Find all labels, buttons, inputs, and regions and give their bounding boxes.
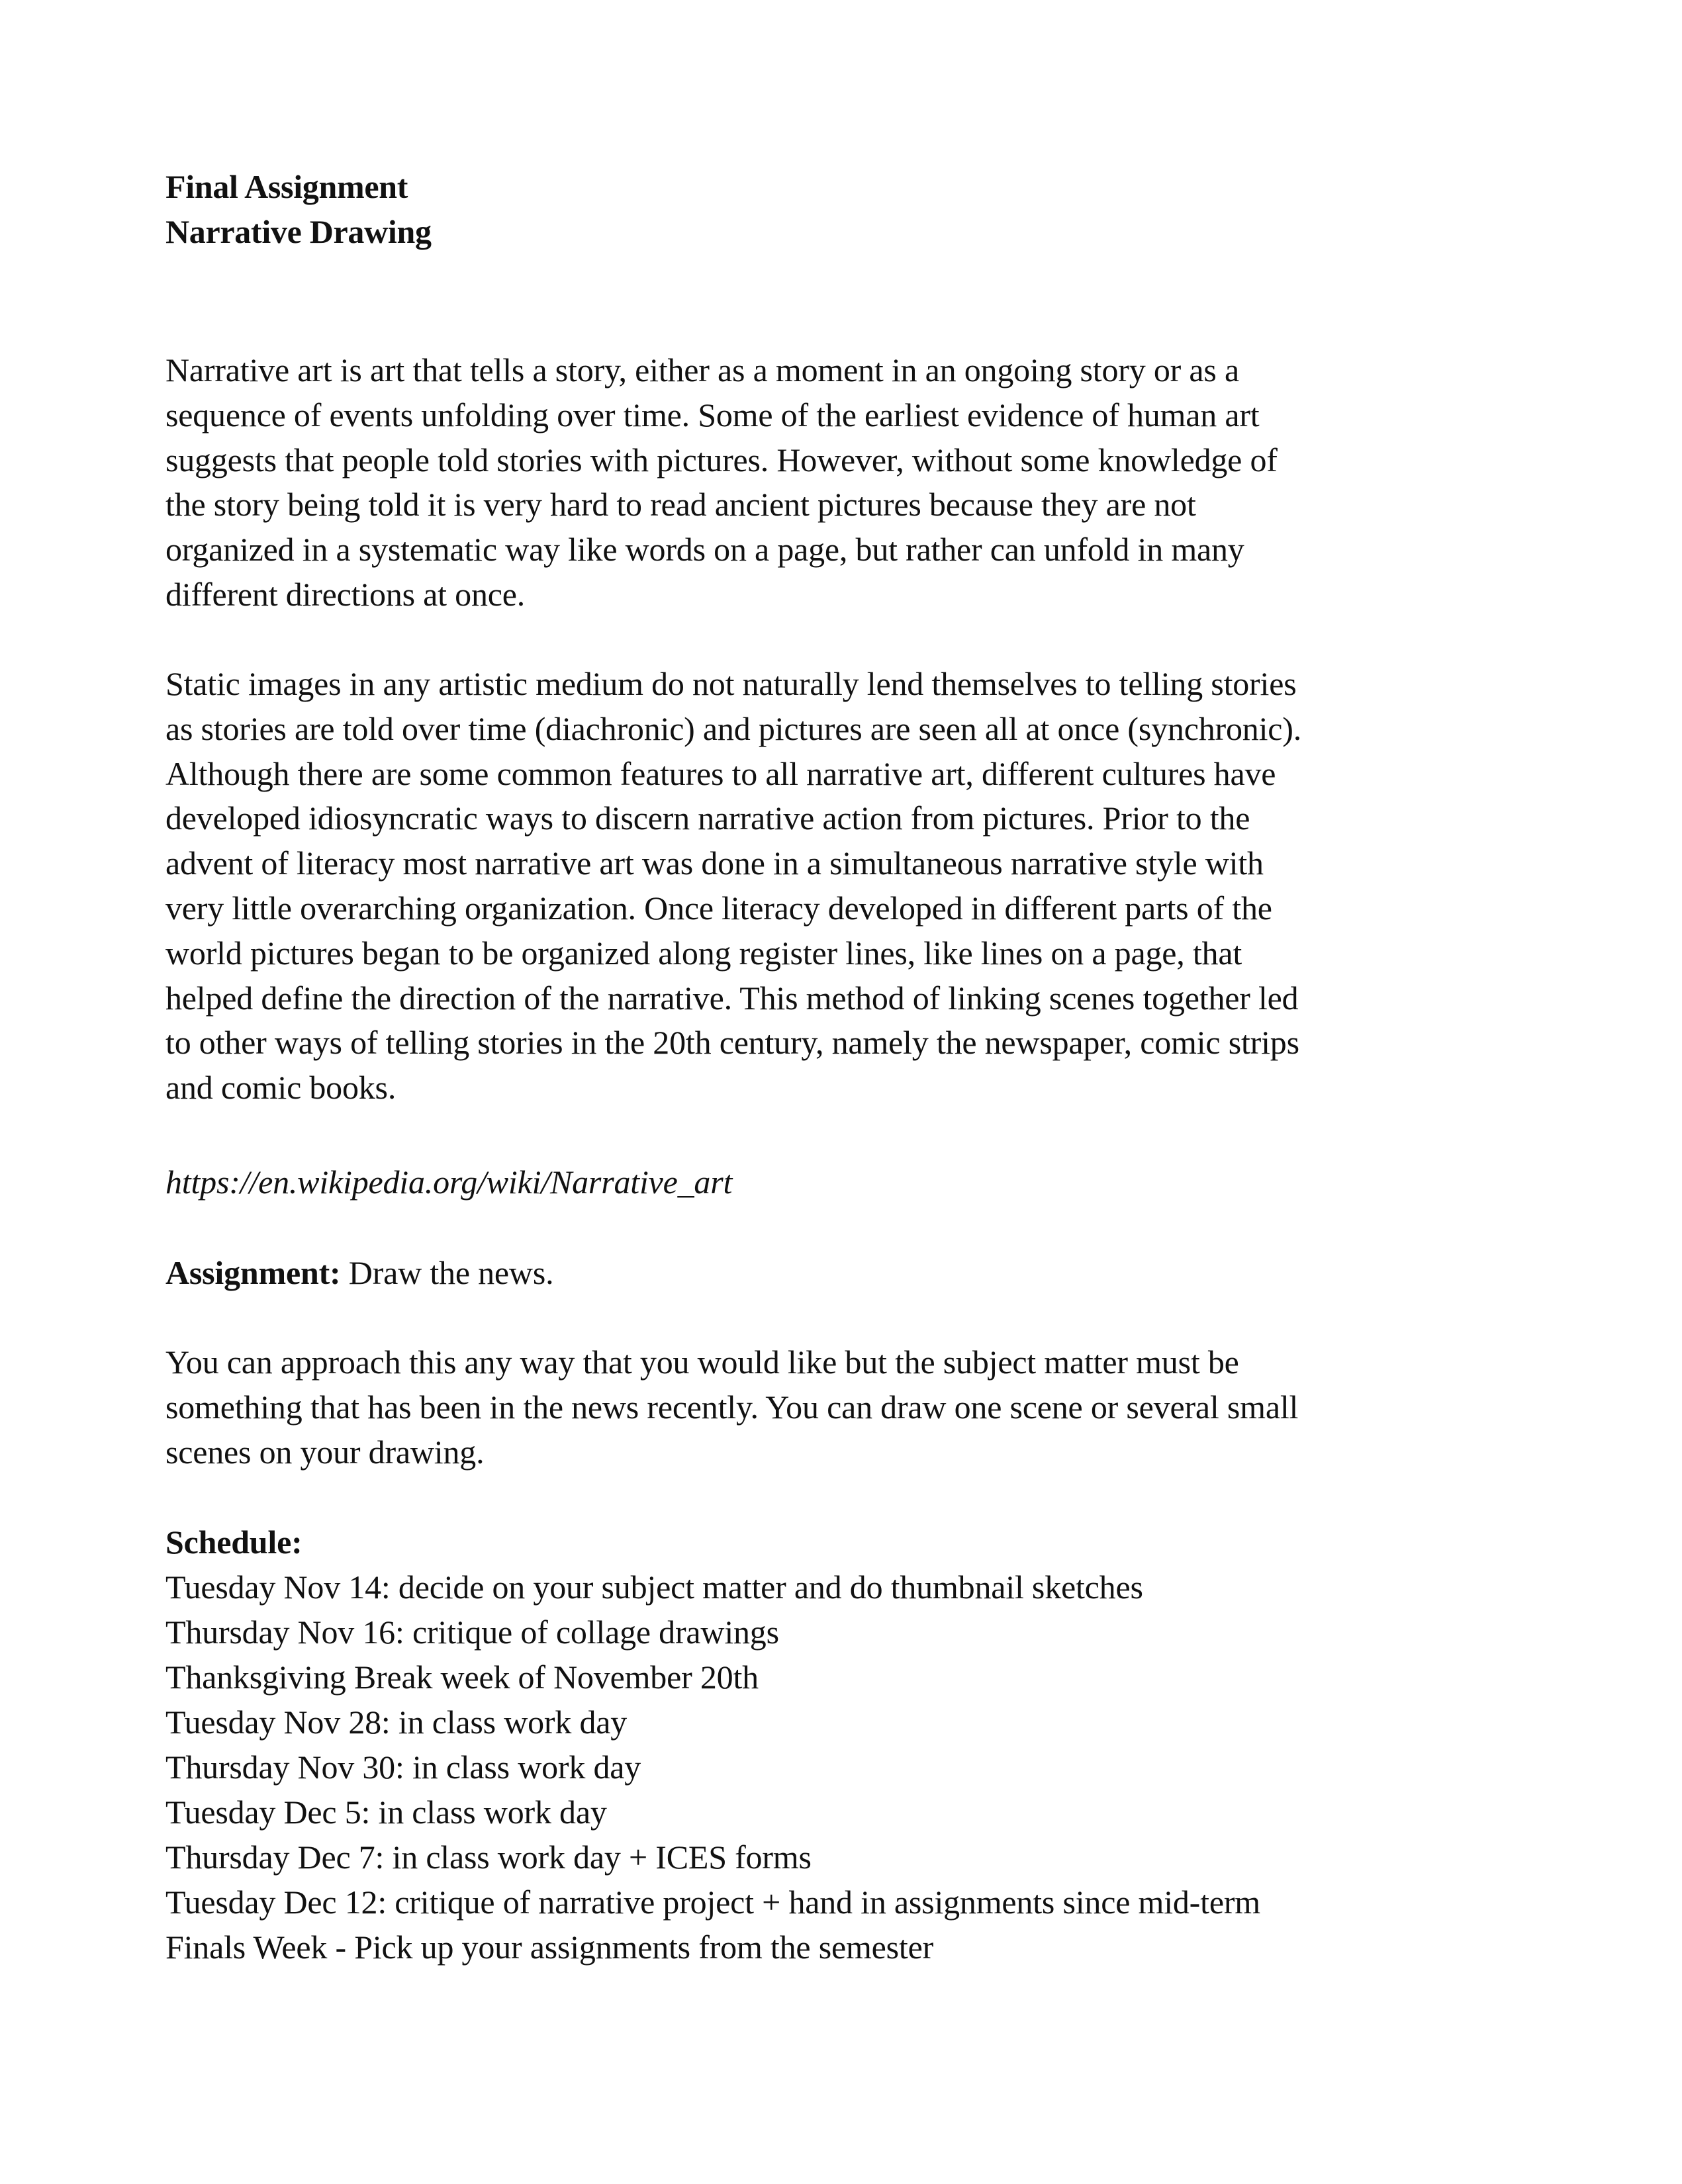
schedule-item: Finals Week - Pick up your assignments from the semester: [165, 1929, 934, 1966]
paragraph-line: sequence of events unfolding over time. Some of the earliest evidence of human art: [165, 396, 1260, 433]
paragraph-line: developed idiosyncratic ways to discern narrative action from pictures. Prior to the: [165, 799, 1250, 837]
paragraph-line: Although there are some common features to all narrative art, different cultures have: [165, 754, 1276, 792]
paragraph-line: world pictures began to be organized along register lines, like lines on a page, that: [165, 934, 1242, 972]
paragraph-line: the story being told it is very hard to read ancient pictures because they are not: [165, 486, 1196, 523]
paragraph-line: Static images in any artistic medium do not naturally lend themselves to telling stories: [165, 665, 1297, 702]
paragraph-line: to other ways of telling stories in the 20th century, namely the newspaper, comic strips: [165, 1024, 1299, 1062]
paragraph-line: organized in a systematic way like words on a page, but rather can unfold in many: [165, 531, 1244, 569]
schedule-item: Thanksgiving Break week of November 20th: [165, 1659, 759, 1696]
schedule-item: Tuesday Dec 12: critique of narrative project + hand in assignments since mid-term: [165, 1884, 1260, 1921]
title-line-2: Narrative Drawing: [165, 213, 432, 250]
paragraph-line: scenes on your drawing.: [165, 1433, 485, 1471]
schedule-item: Thursday Nov 16: critique of collage drawings: [165, 1614, 779, 1651]
background-paragraph: [165, 662, 1549, 1111]
paragraph-line: advent of literacy most narrative art was done in a simultaneous narrative style with: [165, 844, 1264, 882]
schedule-item: Tuesday Nov 28: in class work day: [165, 1704, 628, 1741]
paragraph-line: and comic books.: [165, 1069, 397, 1107]
schedule-heading: Schedule:: [165, 1524, 303, 1561]
paragraph-line: very little overarching organization. Once literacy developed in different parts of the: [165, 889, 1272, 927]
paragraph-line: something that has been in the news recently. You can draw one scene or several small: [165, 1388, 1299, 1426]
assignment-statement: [165, 1251, 1549, 1296]
instructions-paragraph: [165, 1340, 1549, 1475]
document-title: [165, 164, 432, 254]
source-url: https://en.wikipedia.org/wiki/Narrative_art: [165, 1163, 733, 1201]
intro-paragraph: [165, 348, 1549, 617]
paragraph-line: suggests that people told stories with pictures. However, without some knowledge of: [165, 441, 1278, 478]
paragraph-line: different directions at once.: [165, 575, 526, 613]
title-line-1: Final Assignment: [165, 168, 408, 205]
schedule-item: Thursday Nov 30: in class work day: [165, 1749, 641, 1786]
schedule-item: Thursday Dec 7: in class work day + ICES forms: [165, 1839, 812, 1876]
schedule-item: Tuesday Nov 14: decide on your subject matter and do thumbnail sketches: [165, 1569, 1143, 1606]
paragraph-line: as stories are told over time (diachronic) and pictures are seen all at once (synchronic).: [165, 709, 1302, 747]
assignment-label: Assignment:: [165, 1254, 341, 1291]
paragraph-line: You can approach this any way that you would like but the subject matter must be: [165, 1343, 1239, 1381]
schedule-list: [165, 1565, 1260, 1970]
assignment-text: Draw the news.: [340, 1254, 554, 1291]
schedule-item: Tuesday Dec 5: in class work day: [165, 1794, 607, 1831]
paragraph-line: helped define the direction of the narrative. This method of linking scenes together led: [165, 979, 1299, 1017]
paragraph-line: Narrative art is art that tells a story, either as a moment in an ongoing story or as a: [165, 351, 1239, 388]
